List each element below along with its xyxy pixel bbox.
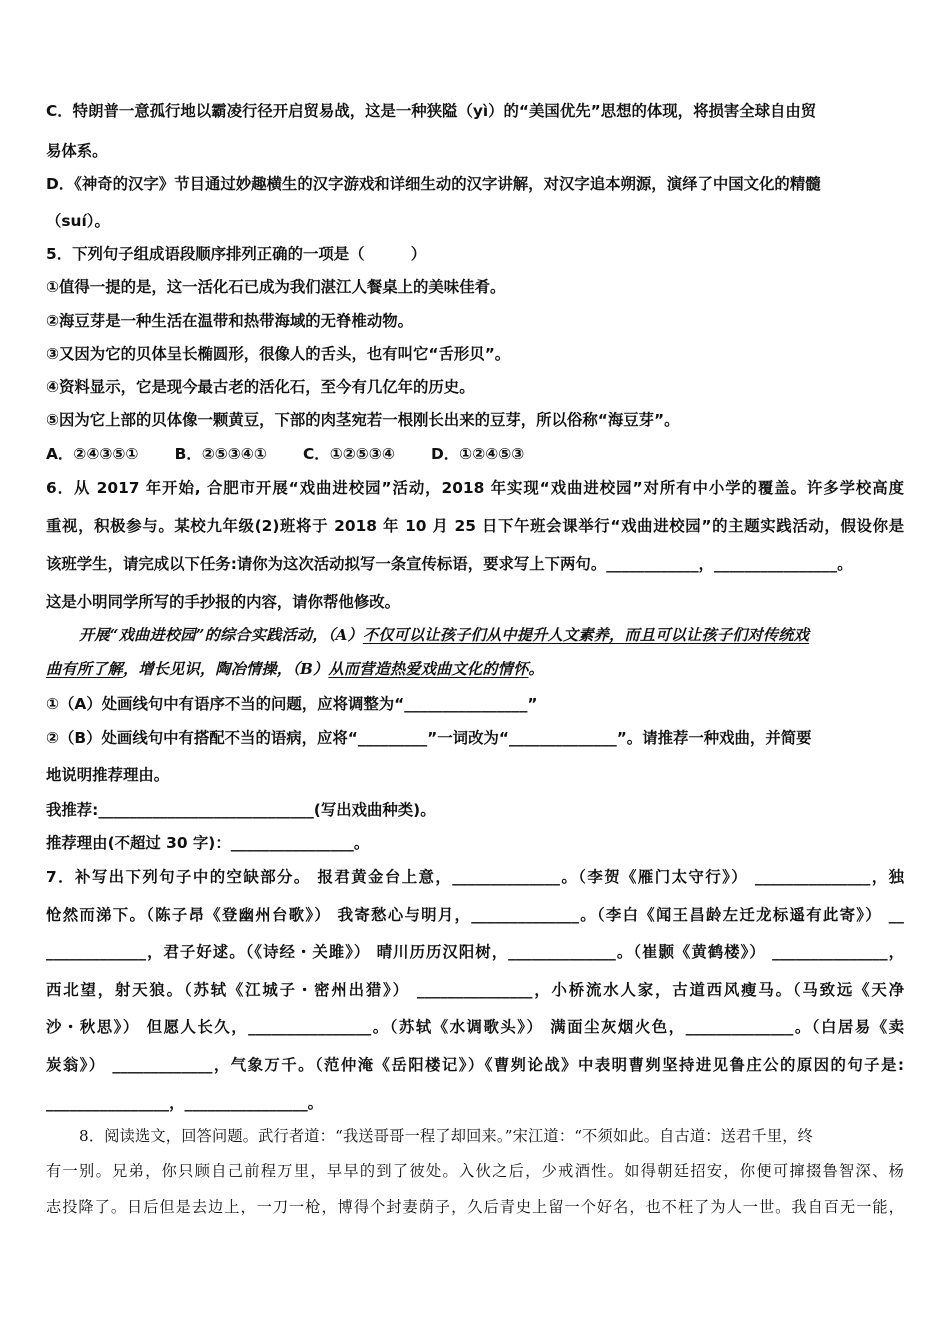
q7-line5: 沙・秋思》） 但愿人长久，________________。（苏轼《水调歌头》） 满面尘灰烟火色，______________。（白居易《卖 xyxy=(46,1018,904,1036)
q6-subquestion-2-line1: ②（B）处画线句中有搭配不当的语病，应将“_________”一词改为“______________”。请推荐一种戏曲，并简要 xyxy=(46,729,812,747)
q5-options: A．②④③⑤① B．②⑤③④① C．①②⑤③④ D．①②④⑤③ xyxy=(46,445,525,463)
q6-reason: 推荐理由(不超过 30 字)：________________。 xyxy=(46,834,370,852)
q8-line1: 8．阅读选文，回答问题。武行者道：“我送哥哥一程了却回来。”宋江道：“不须如此。自古道：送君千里，终 xyxy=(79,1127,813,1145)
q5-sentence-1: ①值得一提的是，这一活化石已成为我们湛江人餐桌上的美味佳肴。 xyxy=(46,278,506,296)
excerpt-end: 。 xyxy=(528,660,544,678)
q6-line4: 这是小明同学所写的手抄报的内容，请你帮他修改。 xyxy=(46,593,400,611)
q5-sentence-2: ②海豆芽是一种生活在温带和热带海域的无脊椎动物。 xyxy=(46,312,414,330)
q7-line4: 西北望，射天狼。（苏轼《江城子・密州出猎》） _______________，小桥流水人家，古道西风瘦马。（马致远《天净 xyxy=(46,981,904,999)
q5-stem: 5．下列句子组成语段顺序排列正确的一项是（ ） xyxy=(46,245,427,263)
q7-line6: 炭翁》） _____________，气象万千。（范仲淹《岳阳楼记》）《曹刿论战》中表明曹刿坚持进见鲁庄公的原因的句子是: xyxy=(46,1056,904,1074)
handwritten-excerpt-line2 xyxy=(46,658,544,680)
excerpt-sentence-a-part1: 不仅可以让孩子们从中提升人文素养，而且可以让孩子们对传统戏 xyxy=(362,626,810,644)
q5-sentence-3: ③又因为它的贝体呈长椭圆形，很像人的舌头，也有叫它“舌形贝”。 xyxy=(46,345,511,363)
q7-line1: 7．补写出下列句子中的空缺部分。 报君黄金台上意，______________。（李贺《雁门太守行》） _______________，独 xyxy=(46,868,904,886)
q6-subquestion-2-line2: 地说明推荐理由。 xyxy=(46,766,170,784)
q7-line2: 怆然而涕下。（陈子昂《登幽州台歌》） 我寄愁心与明月，______________。（李白《闻王昌龄左迁龙标遥有此寄》） __ xyxy=(46,906,904,924)
excerpt-sentence-b: 从而营造热爱戏曲文化的情怀 xyxy=(328,660,529,678)
q4-option-d-line2: （suí）。 xyxy=(46,212,110,230)
q7-line7: ________________，________________。 xyxy=(46,1094,324,1112)
q4-option-c-line2: 易体系。 xyxy=(46,142,108,160)
q8-line3: 志投降了。日后但是去边上，一刀一枪，博得个封妻荫子，久后青史上留一个好名，也不枉了为人一世。我自百无一能， xyxy=(46,1198,904,1216)
handwritten-excerpt-line1 xyxy=(79,624,809,646)
q6-subquestion-1: ①（A）处画线句中有语序不当的问题，应将调整为“________________” xyxy=(46,695,538,713)
q6-line3: 该班学生，请完成以下任务:请你为这次活动拟写一条宣传标语，要求写上下两句。____________，________________。 xyxy=(46,555,853,573)
q5-sentence-5: ⑤因为它上部的贝体像一颗黄豆，下部的肉茎宛若一根刚长出来的豆芽，所以俗称“海豆芽”。 xyxy=(46,411,680,429)
q4-option-c-line1: C．特朗普一意孤行地以霸凌行径开启贸易战，这是一种狭隘（yì）的“美国优先”思想的体现，将损害全球自由贸 xyxy=(46,102,817,120)
q6-line2: 重视，积极参与。某校九年级(2)班将于 2018 年 10 月 25 日下午班会课举行“戏曲进校园”的主题实践活动，假设你是 xyxy=(46,517,904,535)
q4-option-d-line1: D．《神奇的汉字》节目通过妙趣横生的汉字游戏和详细生动的汉字讲解，对汉字追本朔源，演绎了中国文化的精髓 xyxy=(46,175,821,193)
q7-line3: _____________，君子好逑。（《诗经・关雎》） 晴川历历汉阳树，______________。（崔颢《黄鹤楼》） _______________， xyxy=(46,943,904,961)
excerpt-intro: 开展“戏曲进校园”的综合实践活动，（A） xyxy=(79,626,363,644)
q6-line1: 6．从 2017 年开始, 合肥市开展“戏曲进校园”活动，2018 年实现“戏曲进校园”对所有中小学的覆盖。许多学校高度 xyxy=(46,479,904,497)
excerpt-middle: ，增长见识，陶冶情操，（B） xyxy=(122,660,329,678)
q5-sentence-4: ④资料显示，它是现今最古老的活化石，至今有几亿年的历史。 xyxy=(46,378,475,396)
q8-line2: 有一别。兄弟，你只顾自己前程万里，早早的到了彼处。入伙之后，少戒酒性。如得朝廷招安，你便可撺掇鲁智深、杨 xyxy=(46,1162,904,1180)
q6-recommend: 我推荐:____________________________(写出戏曲种类)。 xyxy=(46,801,436,819)
excerpt-sentence-a-part2: 曲有所了解 xyxy=(46,660,123,678)
